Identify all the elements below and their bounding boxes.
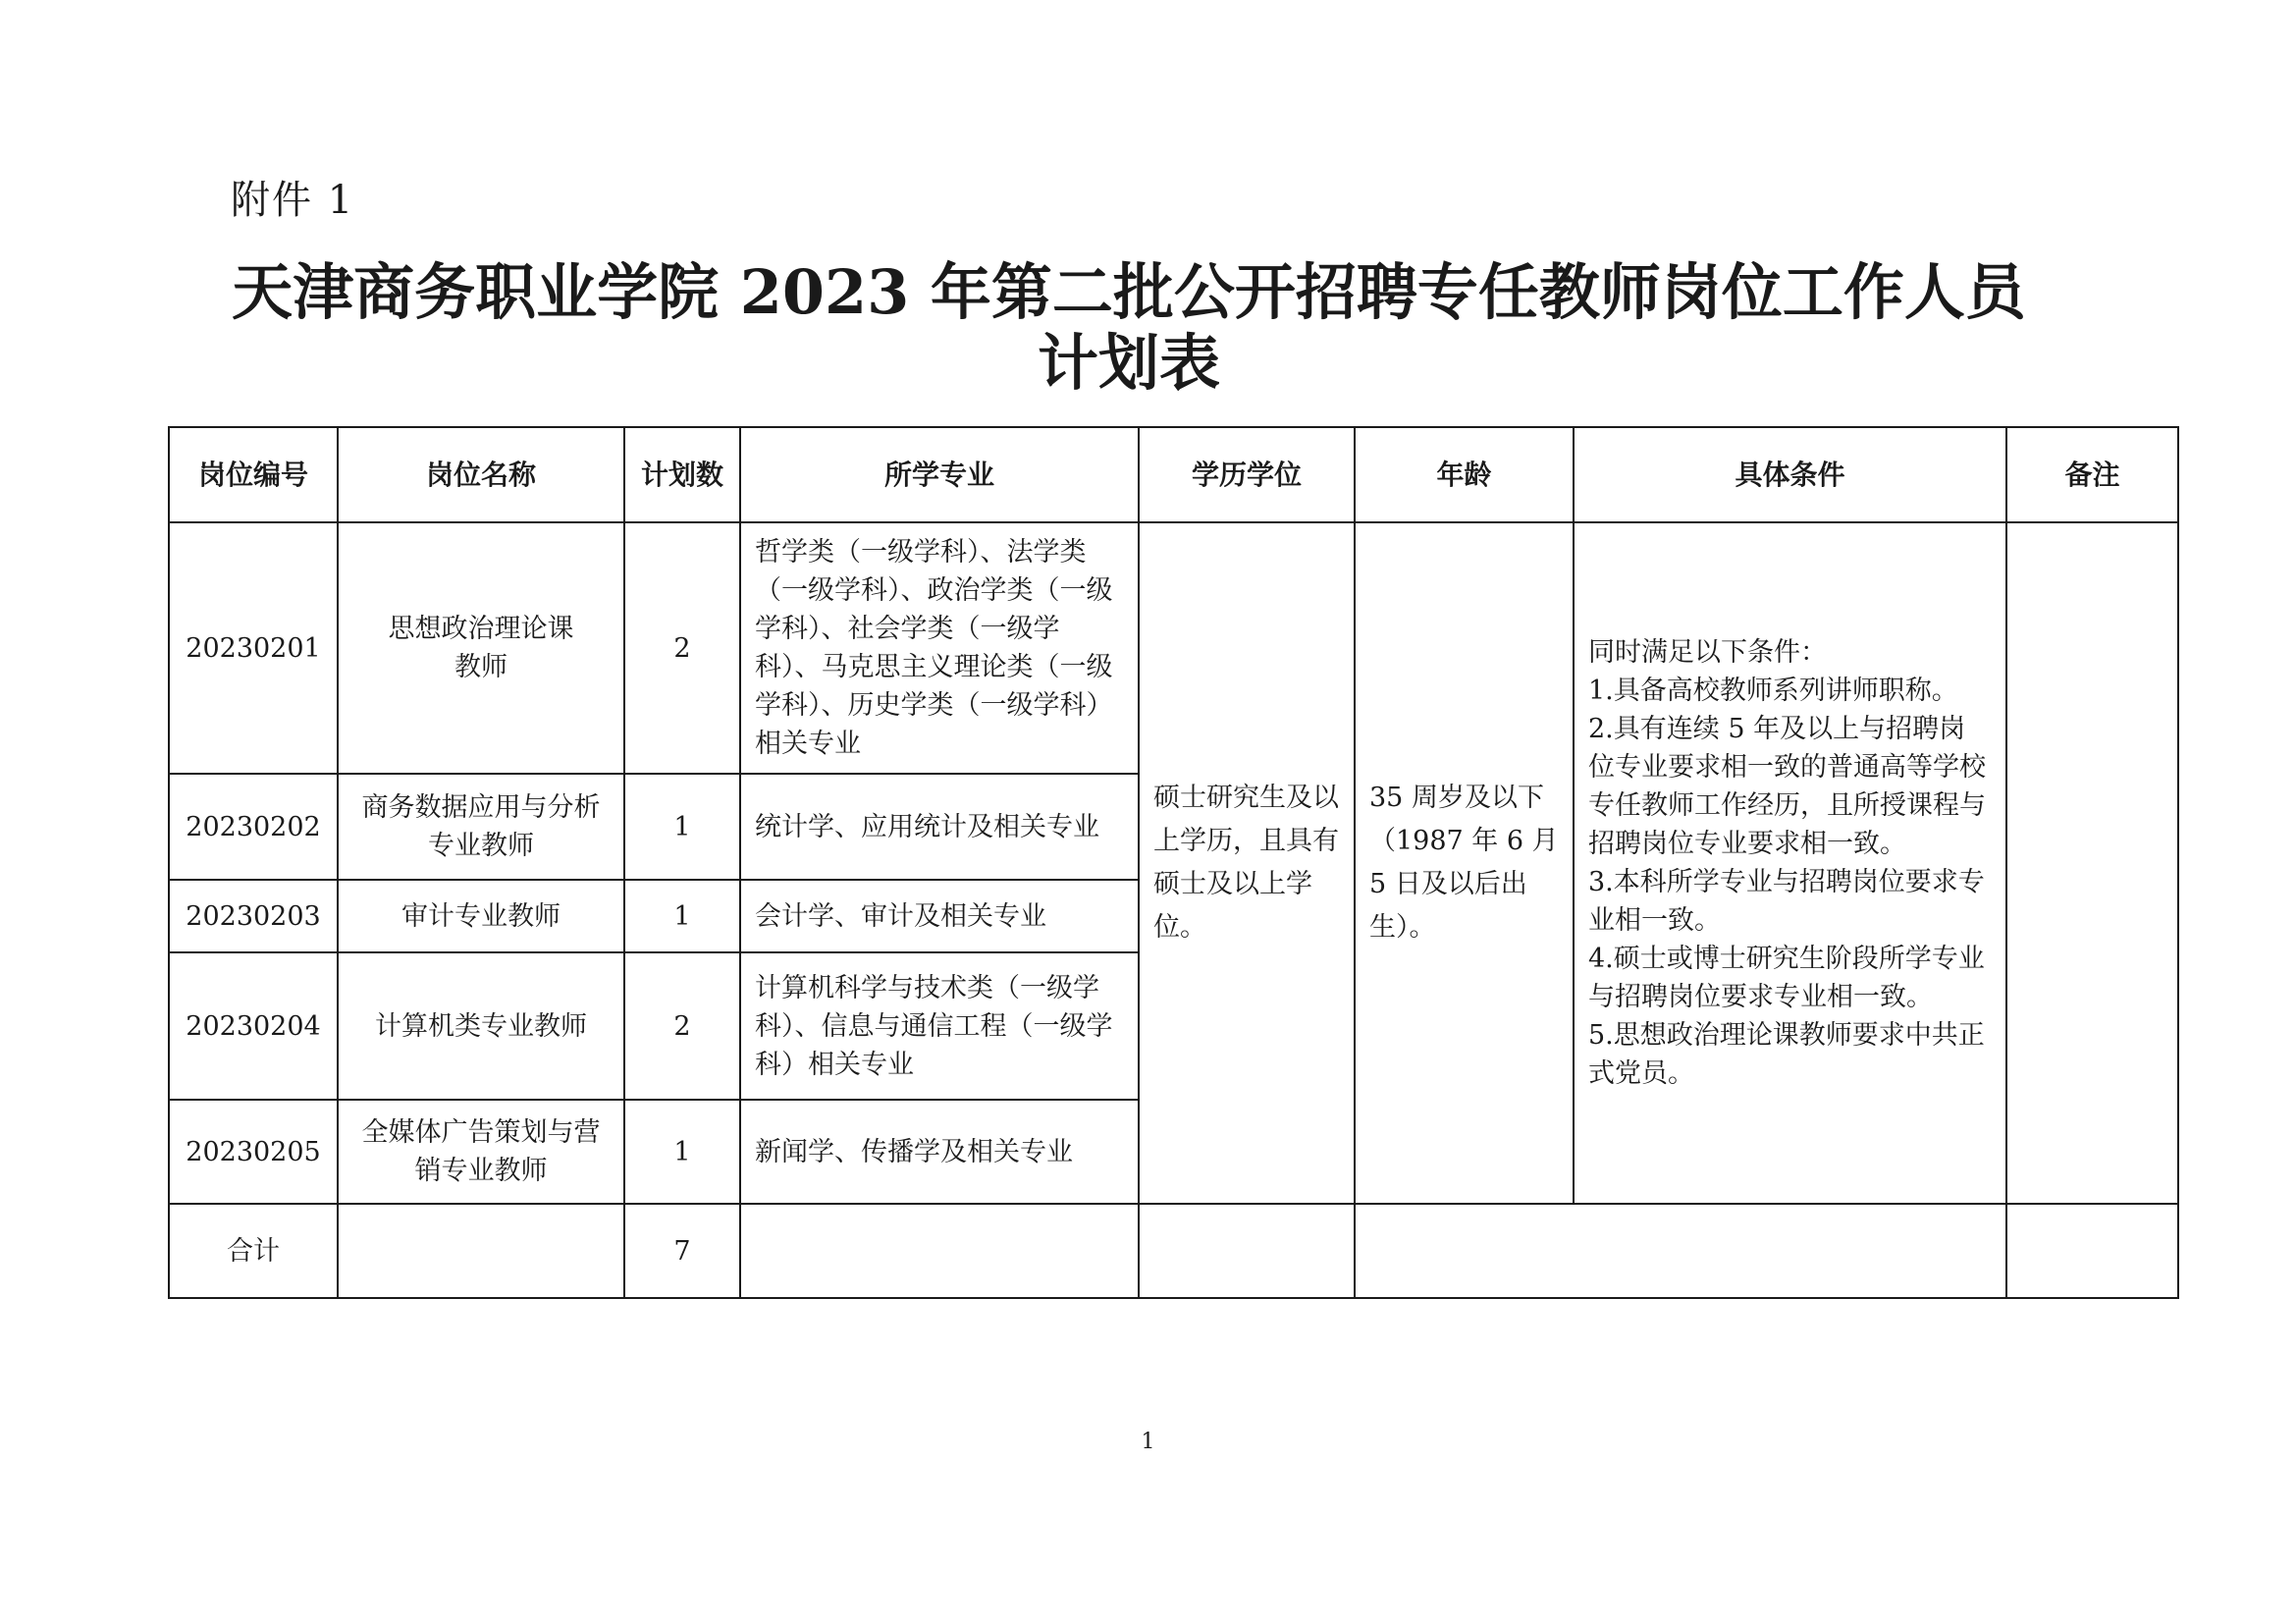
header-plan-count: 计划数 [624,427,740,522]
header-position-code: 岗位编号 [169,427,338,522]
header-remark: 备注 [2006,427,2178,522]
position-name: 审计专业教师 [338,880,624,952]
condition-line: 5.思想政治理论课教师要求中共正式党员。 [1588,1020,1985,1089]
major-requirement: 新闻学、传播学及相关专业 [740,1100,1139,1204]
position-code: 20230202 [169,774,338,880]
total-major-empty [740,1204,1139,1298]
total-label: 合计 [169,1204,338,1298]
education-requirement: 硕士研究生及以上学历，且具有硕士及以上学位。 [1139,522,1355,1204]
total-age-conditions-empty [1355,1204,2006,1298]
plan-count: 2 [624,952,740,1100]
total-row [169,1204,2178,1298]
plan-count: 1 [624,1100,740,1204]
position-name: 全媒体广告策划与营销专业教师 [338,1100,624,1204]
major-requirement: 会计学、审计及相关专业 [740,880,1139,952]
condition-line: 1.具备高校教师系列讲师职称。 [1588,676,1958,706]
condition-line: 2.具有连续 5 年及以上与招聘岗位专业要求相一致的普通高等学校专任教师工作经历，且所授课程与招聘岗位专业要求相一致。 [1588,714,1986,859]
condition-line: 同时满足以下条件： [1588,637,1827,668]
header-age: 年龄 [1355,427,1574,522]
major-requirement: 哲学类（一级学科）、法学类（一级学科）、政治学类（一级学科）、社会学类（一级学科）、马克思主义理论类（一级学科）、历史学类（一级学科）相关专业 [740,522,1139,774]
position-name: 商务数据应用与分析专业教师 [338,774,624,880]
header-conditions: 具体条件 [1574,427,2006,522]
total-name-empty [338,1204,624,1298]
total-remark-empty [2006,1204,2178,1298]
plan-count: 1 [624,774,740,880]
recruitment-plan-table [168,426,2179,1299]
document-title: 天津商务职业学院 2023 年第二批公开招聘专任教师岗位工作人员 [232,256,2026,328]
total-education-empty [1139,1204,1355,1298]
plan-count: 1 [624,880,740,952]
attachment-label: 附件 1 [231,178,355,223]
position-code: 20230201 [169,522,338,774]
condition-line: 3.本科所学专业与招聘岗位要求专业相一致。 [1588,867,1985,936]
total-count: 7 [624,1204,740,1298]
position-code: 20230205 [169,1100,338,1204]
header-position-name: 岗位名称 [338,427,624,522]
position-code: 20230203 [169,880,338,952]
header-major: 所学专业 [740,427,1139,522]
header-education: 学历学位 [1139,427,1355,522]
major-requirement: 统计学、应用统计及相关专业 [740,774,1139,880]
position-name: 计算机类专业教师 [338,952,624,1100]
major-requirement: 计算机科学与技术类（一级学科）、信息与通信工程（一级学科）相关专业 [740,952,1139,1100]
plan-count: 2 [624,522,740,774]
position-name: 思想政治理论课教师 [338,522,624,774]
table-header-row [169,427,2178,522]
document-title-line2: 计划表 [1037,327,1220,399]
specific-conditions [1574,522,2006,1204]
condition-line: 4.硕士或博士研究生阶段所学专业与招聘岗位要求专业相一致。 [1588,944,1985,1012]
page-number: 1 [1141,1430,1155,1454]
position-code: 20230204 [169,952,338,1100]
table-row [169,522,2178,774]
remark-cell [2006,522,2178,1204]
age-requirement: 35 周岁及以下（1987 年 6 月 5 日及以后出生）。 [1355,522,1574,1204]
